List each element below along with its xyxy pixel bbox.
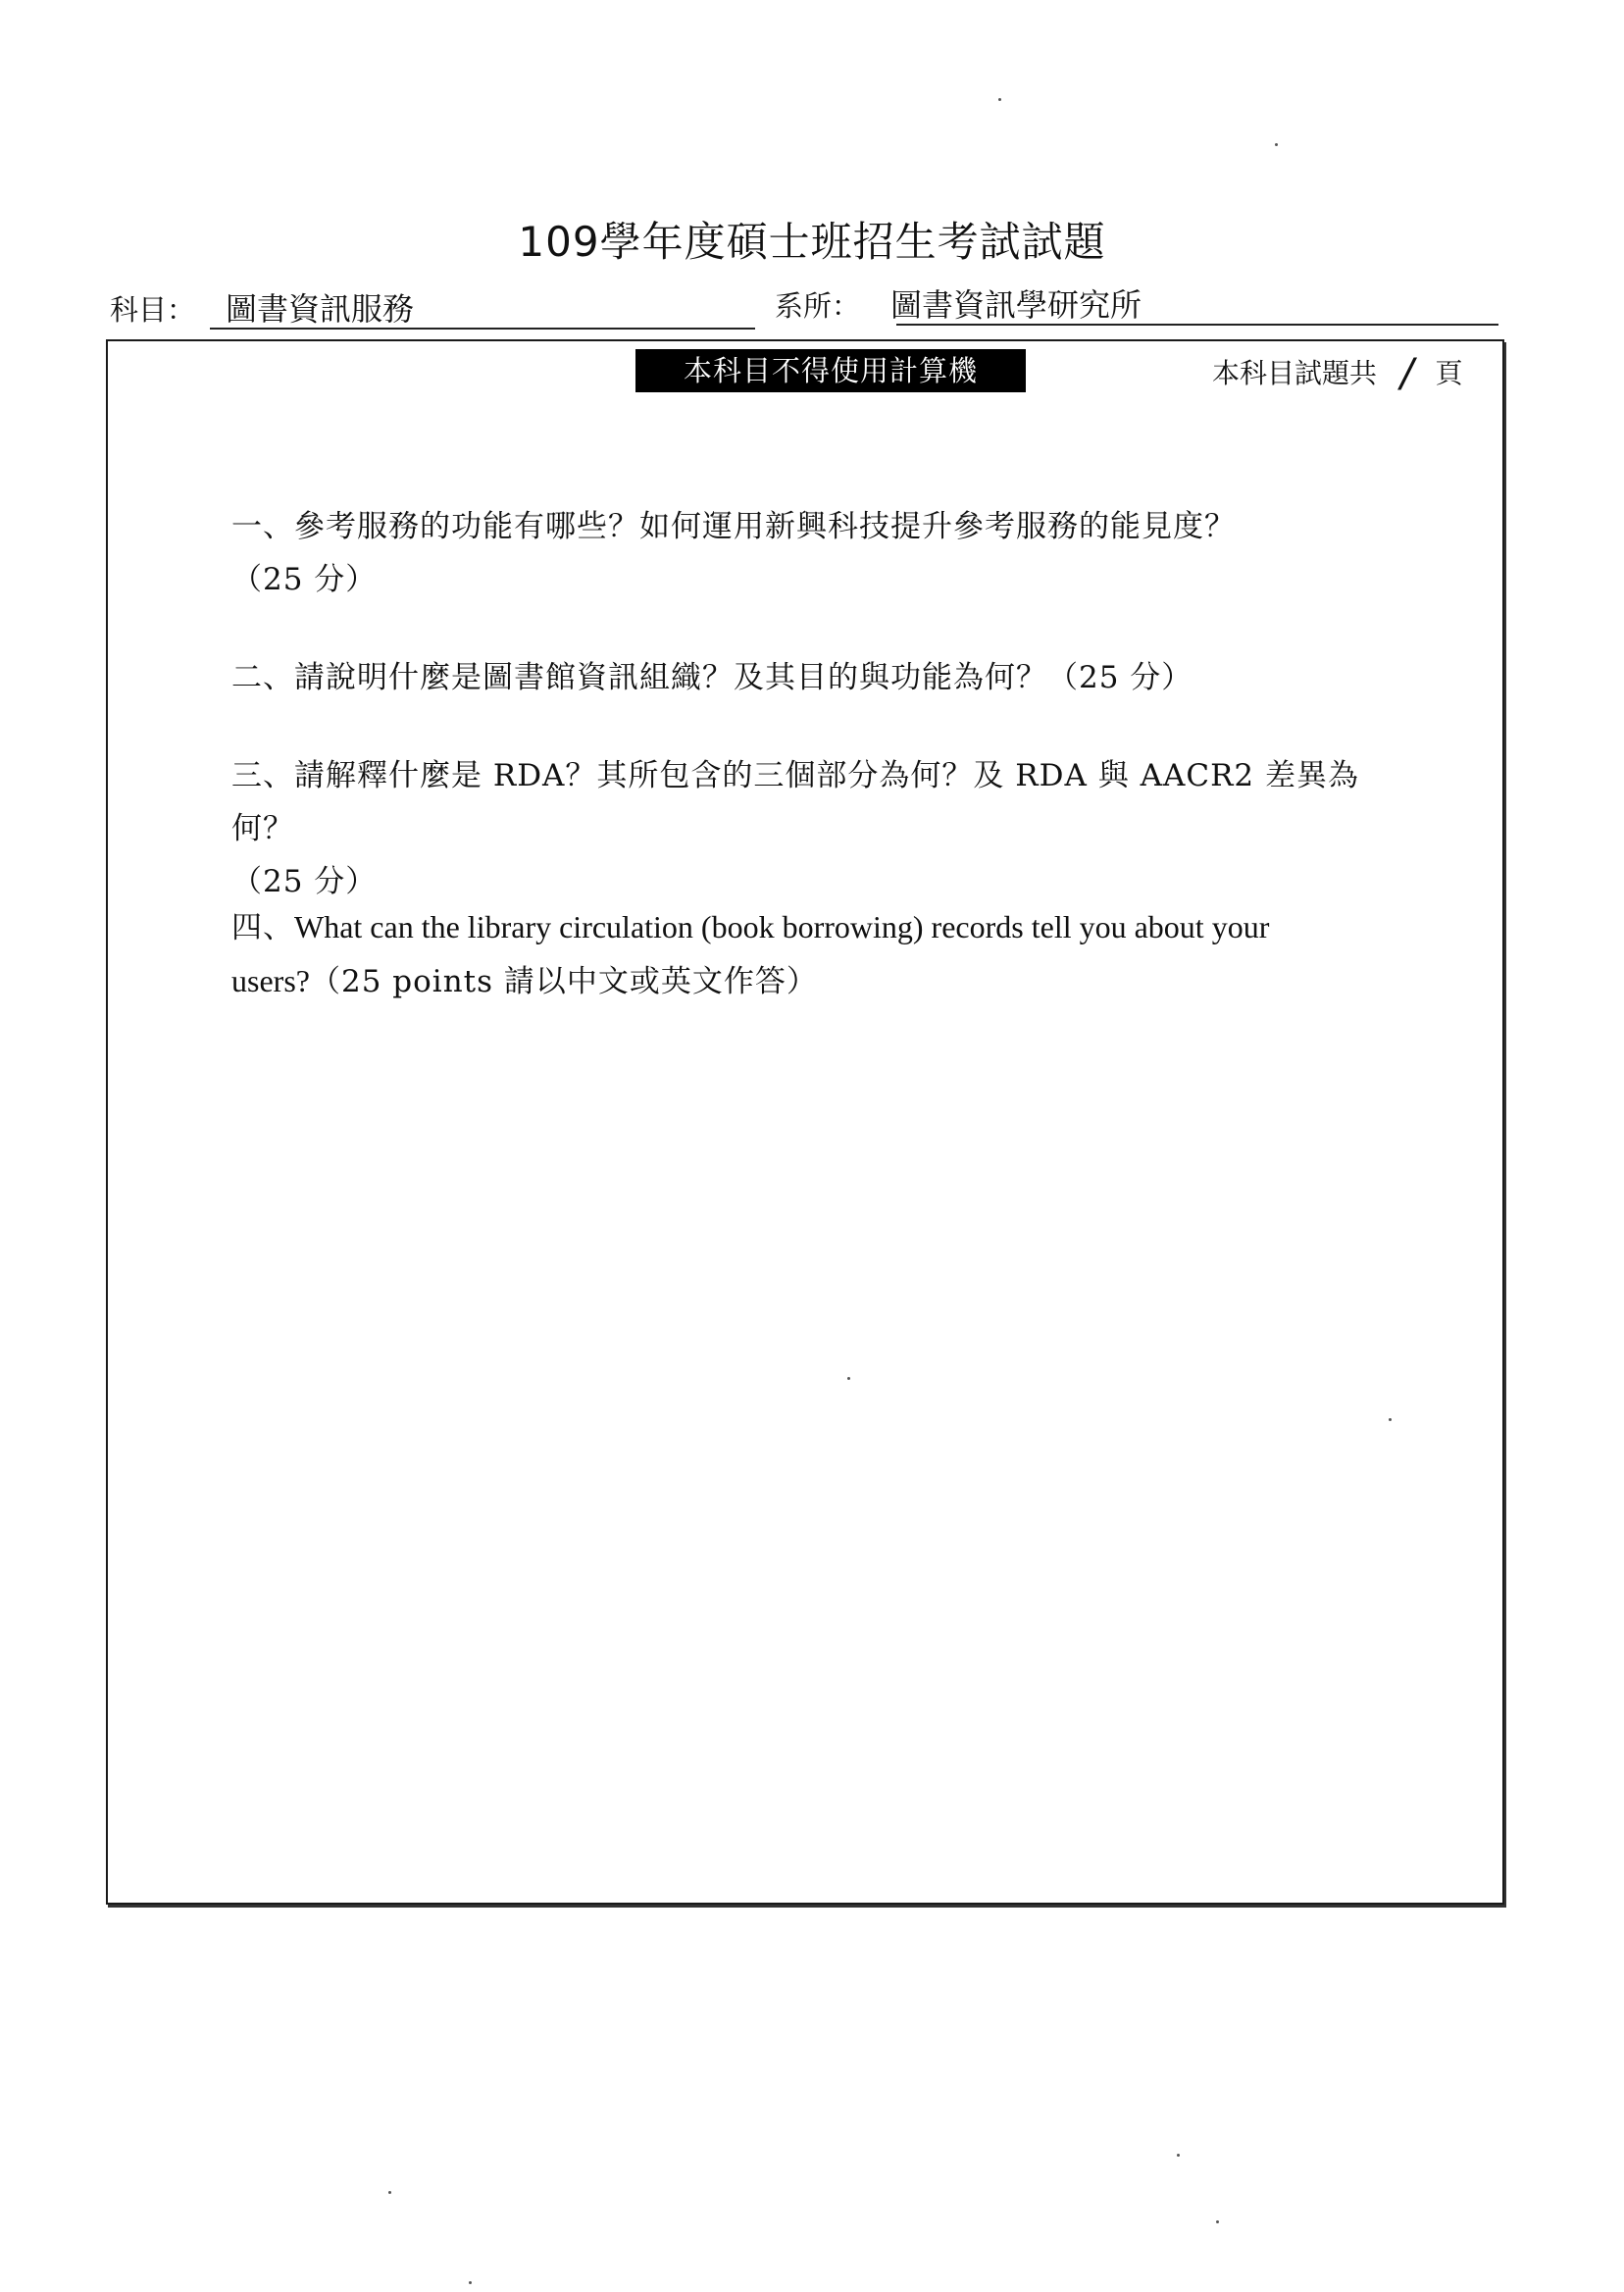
subject-underline xyxy=(210,328,755,330)
page-count-label: 本科目試題共 xyxy=(1212,357,1378,389)
question-2-line-1: 二、請說明什麼是圖書館資訊組織？及其目的與功能為何？（25 分） xyxy=(231,660,1193,695)
page-count xyxy=(1212,351,1463,396)
scan-speck xyxy=(1177,2154,1180,2157)
question-4-text-en-2: users? xyxy=(231,963,310,998)
question-4-line-1 xyxy=(231,900,1389,954)
question-3-line-2: （25 分） xyxy=(231,864,378,899)
subject-label: 科目： xyxy=(110,293,196,327)
scan-speck xyxy=(469,2281,472,2284)
question-2 xyxy=(231,651,1389,704)
scan-speck xyxy=(1389,1418,1392,1421)
subject-value: 圖書資訊服務 xyxy=(226,290,415,328)
question-3-line-1: 三、請解釋什麼是 RDA？其所包含的三個部分為何？及 RDA 與 AACR2 差異為何？ xyxy=(231,758,1359,846)
department-label: 系所： xyxy=(775,289,861,323)
question-4-text-en: What can the library circulation (book borrowing) records tell you about your xyxy=(294,909,1270,944)
department-value: 圖書資訊學研究所 xyxy=(890,286,1142,324)
scan-speck xyxy=(998,98,1001,101)
scan-speck xyxy=(1275,143,1278,146)
question-3 xyxy=(231,749,1389,908)
page-count-value: / xyxy=(1400,351,1414,396)
question-4-points: （25 points 請以中文或英文作答） xyxy=(309,964,818,999)
question-4-line-2 xyxy=(231,954,1389,1008)
page-unit: 頁 xyxy=(1435,357,1463,389)
page-title: 109學年度碩士班招生考試試題 xyxy=(518,218,1106,266)
question-1 xyxy=(231,500,1389,606)
scan-speck xyxy=(388,2191,391,2194)
question-4-prefix: 四、 xyxy=(231,910,294,945)
question-4 xyxy=(231,900,1389,1008)
scan-speck xyxy=(847,1377,850,1380)
department-underline xyxy=(896,324,1498,326)
question-1-line-2: （25 分） xyxy=(231,562,378,597)
scan-speck xyxy=(1216,2220,1219,2223)
no-calculator-banner: 本科目不得使用計算機 xyxy=(635,349,1026,392)
question-1-line-1: 一、參考服務的功能有哪些？如何運用新興科技提升參考服務的能見度？ xyxy=(231,509,1236,544)
